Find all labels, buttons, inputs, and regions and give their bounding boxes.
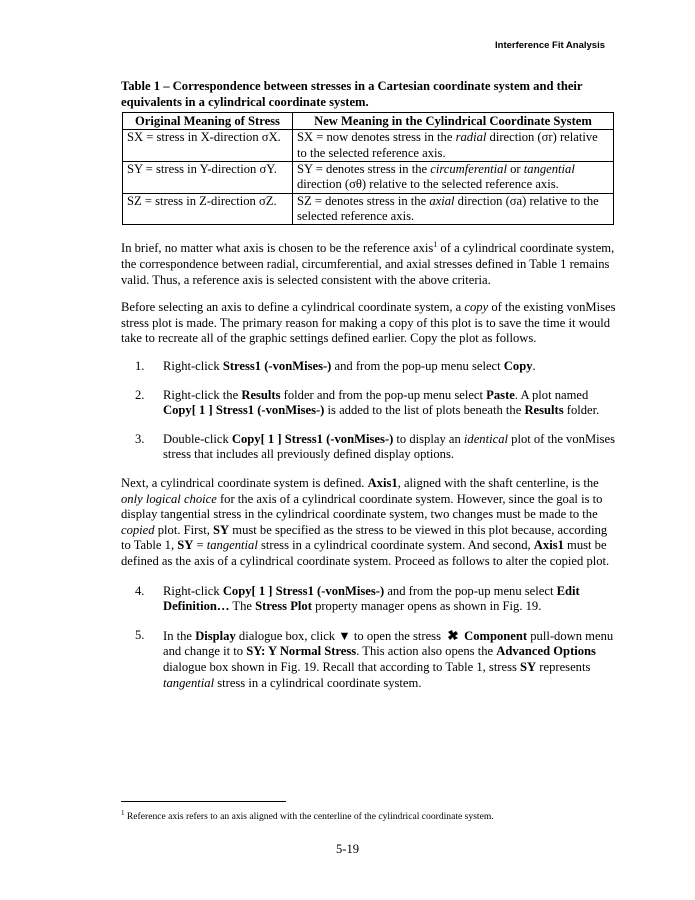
- step-number: 3.: [135, 431, 145, 446]
- cell-new: SX = now denotes stress in the radial direction (σr) relative to the selected reference axis.: [293, 130, 614, 162]
- table-header-original: Original Meaning of Stress: [123, 113, 293, 130]
- step-text: Double-click Copy[ 1 ] Stress1 (-vonMises-) to display an identical plot of the vonMises stress that includes all previously defined display options.: [163, 431, 616, 462]
- page-number: 5-19: [335, 842, 360, 856]
- stress-correspondence-table: [122, 112, 614, 225]
- cell-original: SZ = stress in Z-direction σZ.: [123, 193, 293, 225]
- step-text: In the Display dialogue box, click ▼ to open the stress Component pull-down menu and change it to SY: Y Normal Stress. This action also opens the Advanced Options dialogue box shown in Fig. 19. Recall that according to Table 1, stress SY represents tangential stress in a cylindrical coordinate system.: [163, 628, 614, 690]
- step-text: Right-click Copy[ 1 ] Stress1 (-vonMises-) and from the pop-up menu select Edit Definition… The Stress Plot property manager opens as shown in Fig. 19.: [163, 583, 580, 614]
- cell-original: SY = stress in Y-direction σY.: [123, 162, 293, 194]
- list-item: [121, 388, 616, 419]
- footnote: $^1$ Reference axis refers to an axis aligned with the centerline of the cylindrical coordinate system.: [121, 809, 494, 823]
- steps-list-copy: [121, 359, 616, 463]
- footnote-divider: [121, 801, 286, 802]
- running-header: Interference Fit Analysis: [495, 40, 605, 51]
- paragraph-reference-axis: In brief, no matter what axis is chosen to be the reference axis$^1$ of a cylindrical coordinate system, the correspondence between radial, circumferential, and axial stresses defined in Table 1 remains valid. Thus, a reference axis is selected consistent with the above criteria.: [121, 240, 615, 287]
- steps-list-edit: [121, 584, 616, 692]
- table-row: [123, 193, 614, 225]
- step-number: 1.: [135, 359, 145, 374]
- list-item: [121, 584, 616, 615]
- list-item: [121, 359, 616, 375]
- step-number: 5.: [135, 627, 145, 642]
- paragraph-copy-plot: Before selecting an axis to define a cylindrical coordinate system, a copy of the existing vonMises stress plot is made. The primary reason for making a copy of this plot is to save the time it would take to recreate all of the graphic settings defined earlier. Copy the plot as follows.: [121, 300, 616, 346]
- step-number: 2.: [135, 387, 145, 402]
- list-item: [121, 432, 616, 463]
- cell-original: SX = stress in X-direction σX.: [123, 130, 293, 162]
- stress-component-icon: [446, 628, 460, 642]
- page-content: [121, 79, 616, 704]
- table-caption: Table 1 – Correspondence between stresses in a Cartesian coordinate system and their equivalents in a cylindrical coordinate system.: [121, 79, 583, 109]
- step-text: Right-click Stress1 (-vonMises-) and from the pop-up menu select Copy.: [163, 359, 536, 374]
- list-item: [121, 628, 616, 691]
- table-header-row: [123, 113, 614, 130]
- paragraph-cylindrical-system: Next, a cylindrical coordinate system is defined. Axis1, aligned with the shaft centerline, is the only logical choice for the axis of a cylindrical coordinate system. However, since the goal is to display tangential stress in the cylindrical coordinate system, two changes must be made to the copied plot. First, SY must be specified as the stress to be viewed in this plot because, according to Table 1, SY = tangential stress in a cylindrical coordinate system. And second, Axis1 must be defined as the axis of a cylindrical coordinate system. Proceed as follows to alter the copied plot.: [121, 475, 610, 568]
- cell-new: SZ = denotes stress in the axial direction (σa) relative to the selected reference axis.: [293, 193, 614, 225]
- step-text: Right-click the Results folder and from the pop-up menu select Paste. A plot named Copy[ 1 ] Stress1 (-vonMises-) is added to the list of plots beneath the Results folder.: [163, 387, 600, 418]
- step-number: 4.: [135, 583, 145, 598]
- cell-new: SY = denotes stress in the circumferential or tangential direction (σθ) relative to the selected reference axis.: [293, 162, 614, 194]
- table-row: [123, 130, 614, 162]
- table-row: [123, 162, 614, 194]
- footnote-ref: 1: [433, 240, 438, 250]
- table-header-new: New Meaning in the Cylindrical Coordinate System: [293, 113, 614, 130]
